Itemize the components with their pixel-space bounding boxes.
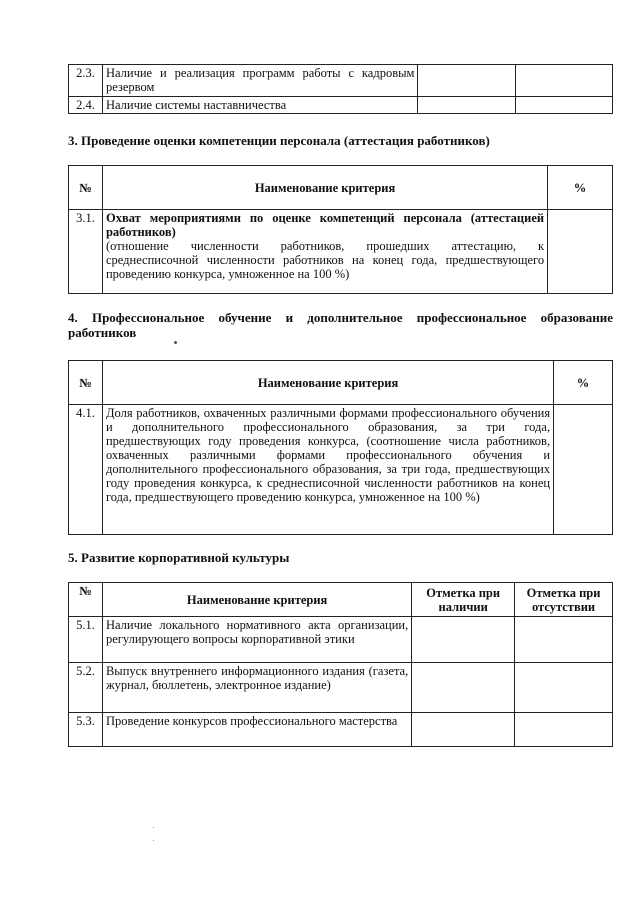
row-number: 5.1. bbox=[69, 617, 103, 663]
table-header-row bbox=[69, 166, 613, 210]
column-header-number: № bbox=[69, 166, 103, 210]
row-number: 5.3. bbox=[69, 713, 103, 747]
row-number: 2.3. bbox=[69, 65, 103, 97]
mark-absent-cell[interactable] bbox=[515, 617, 613, 663]
table-row bbox=[69, 663, 613, 713]
row-number: 5.2. bbox=[69, 663, 103, 713]
table-header-row bbox=[69, 583, 613, 617]
scan-speck bbox=[174, 341, 177, 344]
criterion-text: Доля работников, охваченных различными формами профессионального обучения и дополнительного профессионального образования, за три года, предшествующих году проведения конкурса, (соотношение числа работников, охваченных различными формами профессионального обучения и дополнительного профессионального образования, за три года, предшествующих году проведения конкурса, к среднесписочной численности работников на конец года, предшествующего проведению конкурса, умноженное на 100 %) bbox=[102, 405, 553, 535]
column-header-percent: % bbox=[554, 361, 613, 405]
column-header-absent: Отметка при отсутствии bbox=[515, 583, 613, 617]
value-cell[interactable] bbox=[516, 97, 613, 114]
table-row bbox=[69, 713, 613, 747]
criterion-description: (отношение численности работников, прошедших аттестацию, к среднесписочной численности работников на конец года, предшествующего проведению конкурса, умноженное на 100 %) bbox=[105, 239, 545, 281]
table-section-4 bbox=[68, 360, 613, 535]
column-header-name: Наименование критерия bbox=[102, 166, 547, 210]
mark-absent-cell[interactable] bbox=[515, 663, 613, 713]
table-row bbox=[69, 405, 613, 535]
row-number: 2.4. bbox=[69, 97, 103, 114]
criterion-text: Выпуск внутреннего информационного издания (газета, журнал, бюллетень, электронное издание) bbox=[102, 663, 411, 713]
criterion-cell bbox=[102, 210, 547, 294]
column-header-number: № bbox=[69, 361, 103, 405]
table-row bbox=[69, 97, 613, 114]
table-row bbox=[69, 210, 613, 294]
column-header-name: Наименование критерия bbox=[102, 361, 553, 405]
scan-speck bbox=[153, 827, 154, 828]
row-number: 3.1. bbox=[69, 210, 103, 294]
criterion-text: Наличие локального нормативного акта организации, регулирующего вопросы корпоративной этики bbox=[102, 617, 411, 663]
table-section-5 bbox=[68, 582, 613, 747]
mark-present-cell[interactable] bbox=[412, 663, 515, 713]
value-cell[interactable] bbox=[418, 65, 516, 97]
row-number: 4.1. bbox=[69, 405, 103, 535]
column-header-name: Наименование критерия bbox=[102, 583, 411, 617]
section-4-heading: 4. Профессиональное обучение и дополнительное профессиональное образование работников bbox=[68, 310, 613, 340]
table-row bbox=[69, 617, 613, 663]
value-cell[interactable] bbox=[418, 97, 516, 114]
mark-absent-cell[interactable] bbox=[515, 713, 613, 747]
table-section-3 bbox=[68, 165, 613, 294]
criterion-text: Наличие системы наставничества bbox=[102, 97, 417, 114]
criterion-text: Наличие и реализация программ работы с кадровым резервом bbox=[102, 65, 417, 97]
column-header-percent: % bbox=[548, 166, 613, 210]
mark-present-cell[interactable] bbox=[412, 617, 515, 663]
column-header-present: Отметка при наличии bbox=[412, 583, 515, 617]
mark-present-cell[interactable] bbox=[412, 713, 515, 747]
table-section-2-continuation bbox=[68, 64, 613, 114]
section-5-heading: 5. Развитие корпоративной культуры bbox=[68, 550, 290, 565]
criterion-title: Охват мероприятиями по оценке компетенций персонала (аттестацией работников) bbox=[105, 211, 545, 239]
table-row bbox=[69, 65, 613, 97]
table-header-row bbox=[69, 361, 613, 405]
scan-speck bbox=[153, 840, 154, 841]
column-header-number: № bbox=[69, 583, 103, 617]
criterion-text: Проведение конкурсов профессионального мастерства bbox=[102, 713, 411, 747]
percent-cell[interactable] bbox=[554, 405, 613, 535]
value-cell[interactable] bbox=[516, 65, 613, 97]
percent-cell[interactable] bbox=[548, 210, 613, 294]
section-3-heading: 3. Проведение оценки компетенции персонала (аттестация работников) bbox=[68, 133, 490, 148]
